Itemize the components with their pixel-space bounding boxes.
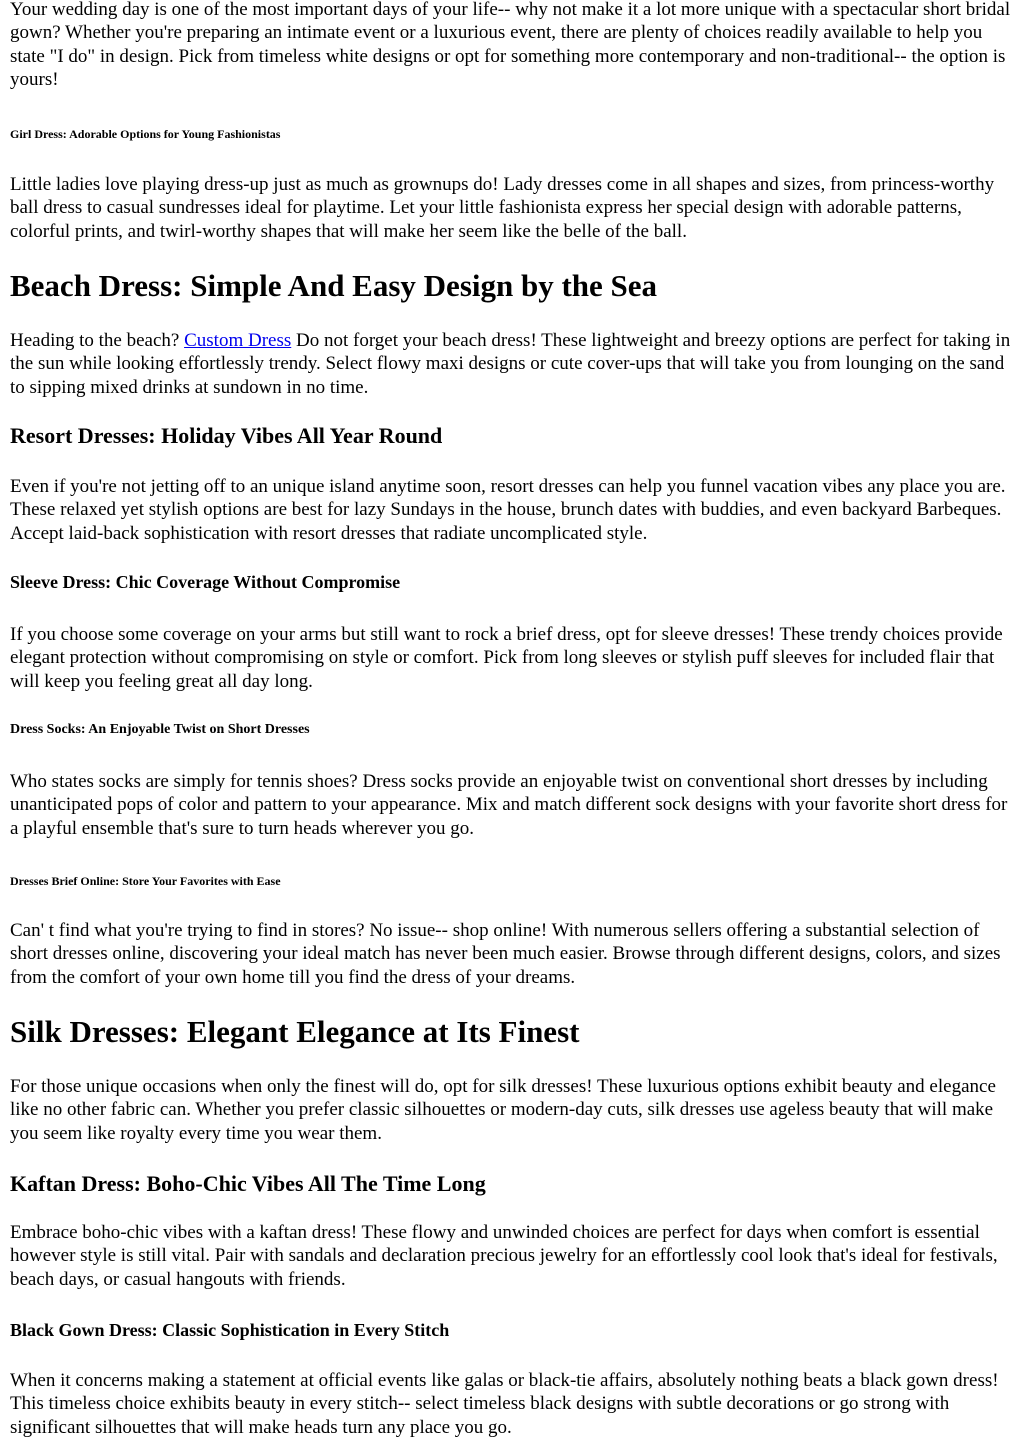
heading-sleeve-dress: Sleeve Dress: Chic Coverage Without Compromise: [10, 572, 401, 592]
paragraph-sleeve-dress: If you choose some coverage on your arms but still want to rock a brief dress, opt for sleeve dresses! These trendy choices provide elegant protection without compromising on style or comfort. Pick from long sleeves or stylish puff sleeves for included flair that will keep you feeling great all day long.: [10, 624, 1003, 692]
heading-kaftan-dress: Kaftan Dress: Boho-Chic Vibes All The Time Long: [10, 1171, 486, 1196]
paragraph-silk-dresses: For those unique occasions when only the finest will do, opt for silk dresses! These luxurious options exhibit beauty and elegance like no other fabric can. Whether you prefer classic silhouettes or modern-day cuts, silk dresses use ageless beauty that will make you seem like royalty every time you wear them.: [10, 1076, 996, 1144]
paragraph-kaftan-dress: Embrace boho-chic vibes with a kaftan dress! These flowy and unwinded choices are perfect for days when comfort is essential however style is still vital. Pair with sandals and declaration precious jewelry for an effortlessly cool look that's ideal for festivals, beach days, or casual hangouts with friends.: [10, 1222, 998, 1290]
beach-text-before: Heading to the beach?: [10, 330, 185, 351]
paragraph-black-gown: When it concerns making a statement at official events like galas or black-tie affairs, absolutely nothing beats a black gown dress! This timeless choice exhibits beauty in every stitch-- select timeless black designs with subtle decorations or go strong with significant silhouettes that will make heads turn any place you go.: [10, 1370, 999, 1438]
custom-dress-link[interactable]: Custom Dress: [184, 330, 292, 351]
paragraph-beach-dress: [10, 329, 1016, 399]
heading-dress-socks: Dress Socks: An Enjoyable Twist on Short Dresses: [10, 722, 310, 737]
paragraph-girl-dress: Little ladies love playing dress-up just as much as grownups do! Lady dresses come in all shapes and sizes, from princess-worthy ball dress to casual sundresses ideal for playtime. Let your little fashionista express her special design with adorable patterns, colorful prints, and twirl-worthy shapes that will make her seem like the belle of the ball.: [10, 174, 995, 242]
heading-beach-dress: Beach Dress: Simple And Easy Design by the Sea: [10, 268, 658, 303]
intro-paragraph: Your wedding day is one of the most important days of your life-- why not make it a lot more unique with a spectacular short bridal gown? Whether you're preparing an intimate event or a luxurious event, there are plenty of choices readily available to help you state "I do" in design. Pick from timeless white designs or opt for something more contemporary and non-traditional-- the option is yours!: [10, 0, 1011, 90]
heading-silk-dresses: Silk Dresses: Elegant Elegance at Its Finest: [10, 1014, 580, 1049]
heading-girl-dress: Girl Dress: Adorable Options for Young Fashionistas: [10, 127, 281, 141]
paragraph-dresses-online: Can' t find what you're trying to find in stores? No issue-- shop online! With numerous sellers offering a substantial selection of short dresses online, discovering your ideal match has never been much easier. Browse through different designs, colors, and sizes from the comfort of your own home till you find the dress of your dreams.: [10, 920, 1001, 988]
beach-text-after: Do not forget your beach dress! These lightweight and breezy options are perfect for taking in the sun while looking effortlessly trendy. Select flowy maxi designs or cute cover-ups that will take you from lounging on the sand to sipping mixed drinks at sundown in no time.: [10, 330, 1011, 398]
paragraph-resort-dresses: Even if you're not jetting off to an unique island anytime soon, resort dresses can help you funnel vacation vibes any place you are. These relaxed yet stylish options are best for lazy Sundays in the house, brunch dates with buddies, and even backyard Barbeques. Accept laid-back sophistication with resort dresses that radiate uncomplicated style.: [10, 476, 1006, 544]
heading-dresses-online: Dresses Brief Online: Store Your Favorites with Ease: [10, 874, 281, 888]
heading-resort-dresses: Resort Dresses: Holiday Vibes All Year Round: [10, 423, 443, 448]
paragraph-dress-socks: Who states socks are simply for tennis shoes? Dress socks provide an enjoyable twist on conventional short dresses by including unanticipated pops of color and pattern to your appearance. Mix and match different sock designs with your favorite short dress for a playful ensemble that's sure to turn heads wherever you go.: [10, 771, 1008, 839]
heading-black-gown: Black Gown Dress: Classic Sophistication in Every Stitch: [10, 1320, 450, 1340]
